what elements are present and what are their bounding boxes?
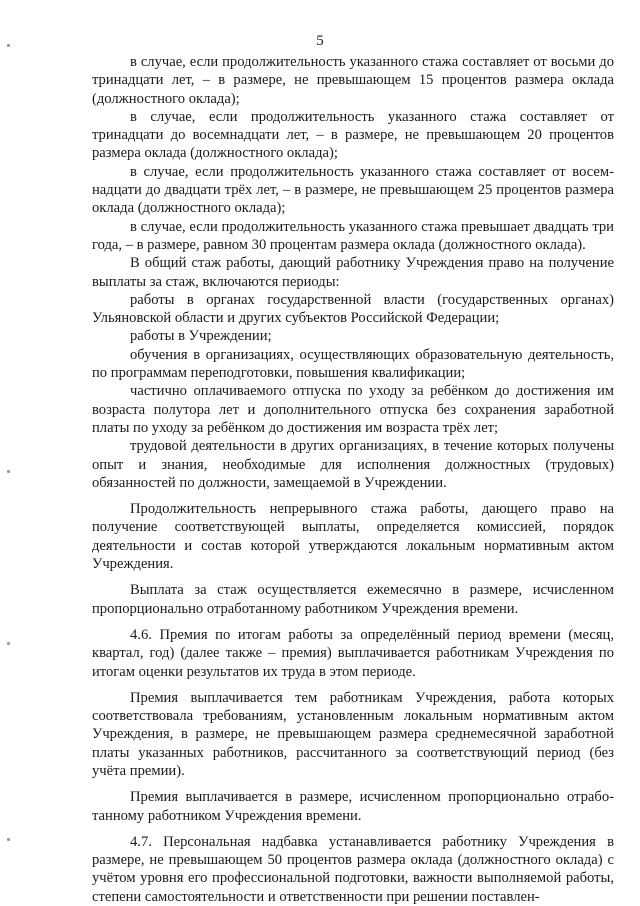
paragraph: в случае, если продолжительность указанного стажа составляет от восьми до тринадцати лет, – в размере, не превышающем 15 процентов размера оклада (должностного оклада); — [92, 54, 614, 107]
scan-mark — [7, 838, 10, 841]
paragraph: в случае, если продолжительность указанного стажа превышает двадцать три года, – в размере, равном 30 процентам размера оклада (должностного оклада). — [92, 218, 614, 253]
paragraph: В общий стаж работы, дающий работнику Учреждения право на получение выплаты за стаж, включаются периоды: — [92, 255, 614, 290]
document-body — [92, 53, 614, 906]
paragraph: в случае, если продолжительность указанного стажа составляет от тринадцати до восемнадцати лет, – в размере, не превышающем 20 процентов размера оклада (должностного оклада); — [92, 108, 614, 162]
paragraph: работы в органах государственной власти (государственных органах) Ульяновской области и других субъектов Российской Федерации; — [92, 291, 614, 327]
paragraph: частично оплачиваемого отпуска по уходу за ребёнком до достижения им возраста полутора лет и дополнительного отпуска без сохранения заработной платы по уходу за ребёнком до достижения им возраста трёх лет; — [92, 383, 614, 436]
scan-mark — [7, 470, 10, 473]
paragraph: Выплата за стаж осуществляется ежемесячно в размере, исчисленном пропорционально отработанному работником Учреждения времени. — [92, 582, 614, 617]
page-number: 5 — [316, 33, 324, 49]
paragraph: трудовой деятельности в других организациях, в течение которых получены опыт и знания, необходимые для исполнения должностных (трудовых) обязанностей по должности, замещаемой в Учреждении. — [92, 438, 614, 491]
paragraph: 4.6. Премия по итогам работы за определённый период времени (месяц, квартал, год) (далее также – премия) выплачивается работникам Учреждения по итогам оценки результатов их труда в этом периоде. — [92, 626, 614, 680]
paragraph: Премия выплачивается тем работникам Учреждения, работа которых соответствовала требованиям, установленным локальным нормативным актом Учреждения, в размере, не превышающем размера среднемесячной заработной платы указанных работников, рассчитанного за соответствующий период (без учёта премии). — [92, 689, 614, 779]
scan-mark — [7, 642, 10, 645]
paragraph: Премия выплачивается в размере, исчисленном пропорционально отработанному работником Учреждения времени. — [92, 789, 614, 824]
paragraph: работы в Учреждении; — [130, 328, 272, 345]
paragraph: обучения в организациях, осуществляющих образовательную деятельность, по программам переподготовки, повышения квалификации; — [92, 346, 614, 382]
paragraph: Продолжительность непрерывного стажа работы, дающего право на получение соответствующей выплаты, определяется комиссией, порядок деятельности и состав которой утверждаются локальным нормативным актом Учреждения. — [92, 501, 614, 573]
paragraph: 4.7. Персональная надбавка устанавливается работнику Учреждения в размере, не превышающем 50 процентов размера оклада (должностного оклада) с учётом уровня его профессиональной подготовки, важности выполняемой работы, степени самостоятельности и ответственности при решении поставлен- — [92, 833, 614, 905]
paragraph: в случае, если продолжительность указанного стажа составляет от восемнадцати до двадцати трёх лет, – в размере, не превышающем 25 процентов размера оклада (должностного оклада); — [92, 163, 614, 217]
